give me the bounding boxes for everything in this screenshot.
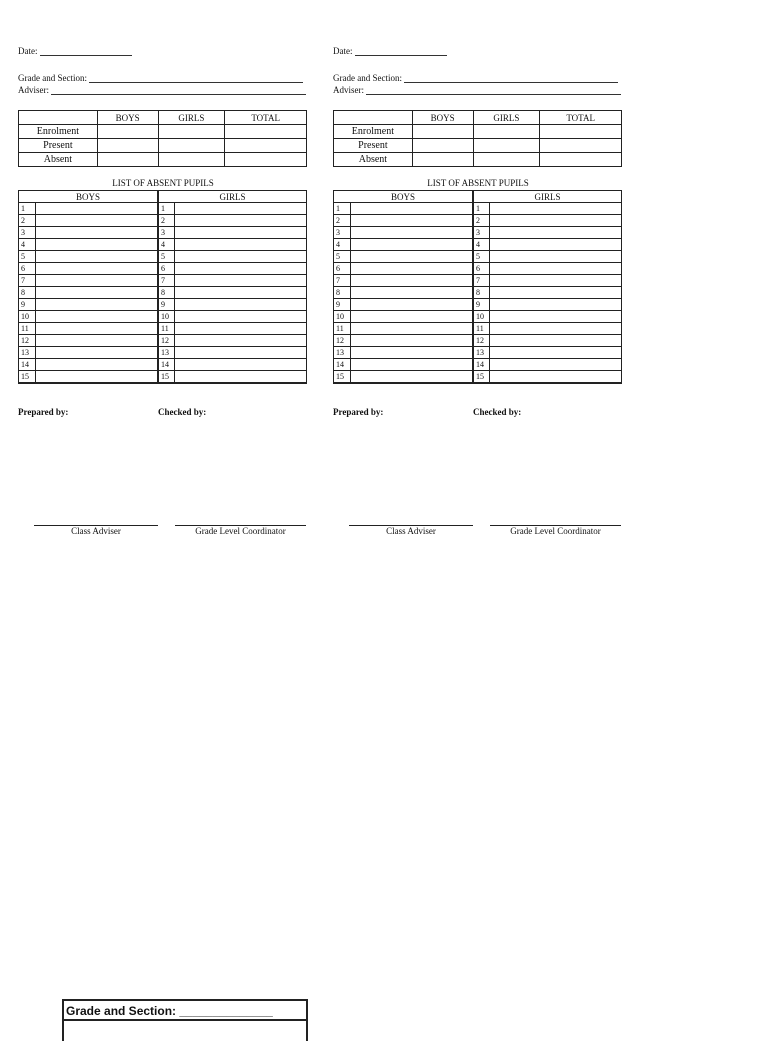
summary-input-cell[interactable]: [97, 153, 158, 167]
girl-name-cell[interactable]: [490, 323, 622, 335]
summary-input-cell[interactable]: [225, 153, 307, 167]
summary-input-cell[interactable]: [473, 125, 540, 139]
boy-number: 1: [334, 203, 351, 215]
snippet-label: Grade and Section: ______________: [64, 1001, 306, 1021]
absent-list-title: LIST OF ABSENT PUPILS: [427, 178, 529, 188]
girl-number: 12: [473, 335, 490, 347]
boy-number: 4: [19, 239, 36, 251]
boy-name-cell[interactable]: [350, 263, 473, 275]
absent-row: [334, 371, 622, 384]
grade-section-input-line[interactable]: [404, 73, 618, 83]
boy-name-cell[interactable]: [35, 347, 158, 359]
adviser-field: [18, 85, 306, 95]
absent-row: [334, 227, 622, 239]
date-label: Date:: [18, 46, 38, 56]
girl-number: 3: [158, 227, 175, 239]
absent-list-title: LIST OF ABSENT PUPILS: [112, 178, 214, 188]
boy-name-cell[interactable]: [350, 371, 473, 384]
summary-row-label: Present: [334, 139, 413, 153]
boy-number: 2: [19, 215, 36, 227]
boy-number: 12: [334, 335, 351, 347]
girl-name-cell[interactable]: [175, 311, 307, 323]
date-input-line[interactable]: [355, 46, 447, 56]
boy-number: 6: [334, 263, 351, 275]
grade-section-snippet: [62, 999, 308, 1041]
absent-row: [19, 275, 307, 287]
boy-number: 3: [334, 227, 351, 239]
boys-header: BOYS: [19, 191, 159, 203]
summary-row: [334, 125, 622, 139]
summary-header-cell: [19, 111, 98, 125]
boy-number: 10: [19, 311, 36, 323]
boy-number: 14: [334, 359, 351, 371]
prepared-by-label: Prepared by:: [333, 407, 384, 417]
girl-number: 15: [158, 371, 175, 384]
summary-input-cell[interactable]: [97, 139, 158, 153]
boy-number: 13: [334, 347, 351, 359]
girl-number: 11: [158, 323, 175, 335]
date-label: Date:: [333, 46, 353, 56]
date-input-line[interactable]: [40, 46, 132, 56]
boy-name-cell[interactable]: [35, 239, 158, 251]
adviser-field: [333, 85, 621, 95]
boy-name-cell[interactable]: [350, 299, 473, 311]
summary-input-cell[interactable]: [473, 139, 540, 153]
boy-number: 15: [334, 371, 351, 384]
summary-row-label: Enrolment: [334, 125, 413, 139]
summary-header-cell: TOTAL: [225, 111, 307, 125]
girl-name-cell[interactable]: [175, 371, 307, 384]
summary-table: [18, 110, 307, 167]
absent-row: [334, 347, 622, 359]
girl-name-cell[interactable]: [490, 251, 622, 263]
absent-header-row: [19, 191, 307, 203]
absent-row: [334, 335, 622, 347]
summary-header-cell: BOYS: [412, 111, 473, 125]
girl-name-cell[interactable]: [490, 215, 622, 227]
summary-input-cell[interactable]: [412, 153, 473, 167]
boy-number: 2: [334, 215, 351, 227]
summary-header-cell: TOTAL: [540, 111, 622, 125]
girl-name-cell[interactable]: [175, 203, 307, 215]
boy-number: 1: [19, 203, 36, 215]
girl-number: 2: [158, 215, 175, 227]
boy-number: 5: [334, 251, 351, 263]
absent-row: [19, 323, 307, 335]
girl-number: 4: [158, 239, 175, 251]
girl-name-cell[interactable]: [175, 251, 307, 263]
girl-name-cell[interactable]: [490, 371, 622, 384]
boy-number: 10: [334, 311, 351, 323]
boy-name-cell[interactable]: [35, 359, 158, 371]
girl-name-cell[interactable]: [175, 299, 307, 311]
boy-name-cell[interactable]: [35, 335, 158, 347]
boy-name-cell[interactable]: [35, 203, 158, 215]
girl-number: 6: [158, 263, 175, 275]
girl-name-cell[interactable]: [175, 227, 307, 239]
boy-name-cell[interactable]: [350, 275, 473, 287]
adviser-label: Adviser:: [18, 85, 49, 95]
absent-row: [334, 239, 622, 251]
girl-number: 10: [158, 311, 175, 323]
girl-number: 7: [158, 275, 175, 287]
absent-row: [19, 347, 307, 359]
checked-by-label: Checked by:: [158, 407, 207, 417]
girl-number: 9: [158, 299, 175, 311]
summary-row: [334, 139, 622, 153]
girl-name-cell[interactable]: [490, 311, 622, 323]
summary-input-cell[interactable]: [540, 153, 622, 167]
summary-header-cell: BOYS: [97, 111, 158, 125]
boy-number: 13: [19, 347, 36, 359]
girl-name-cell[interactable]: [175, 275, 307, 287]
girl-name-cell[interactable]: [175, 335, 307, 347]
absent-row: [19, 203, 307, 215]
absent-row: [19, 311, 307, 323]
checked-by-label: Checked by:: [473, 407, 522, 417]
girl-number: 12: [158, 335, 175, 347]
absent-row: [19, 251, 307, 263]
summary-header-row: [334, 111, 622, 125]
summary-input-cell[interactable]: [540, 125, 622, 139]
girl-name-cell[interactable]: [490, 239, 622, 251]
boy-number: 8: [334, 287, 351, 299]
boy-name-cell[interactable]: [35, 263, 158, 275]
absent-pupils-table: [18, 190, 307, 384]
summary-row-label: Enrolment: [19, 125, 98, 139]
summary-header-row: [19, 111, 307, 125]
absent-row: [19, 299, 307, 311]
summary-header-cell: GIRLS: [473, 111, 540, 125]
girl-number: 13: [158, 347, 175, 359]
girl-name-cell[interactable]: [175, 287, 307, 299]
boy-number: 4: [334, 239, 351, 251]
prepared-by-label: Prepared by:: [18, 407, 69, 417]
boy-name-cell[interactable]: [350, 251, 473, 263]
boy-name-cell[interactable]: [35, 311, 158, 323]
girls-header: GIRLS: [158, 191, 307, 203]
girl-number: 1: [473, 203, 490, 215]
girl-name-cell[interactable]: [175, 359, 307, 371]
absent-row: [334, 359, 622, 371]
girl-number: 8: [473, 287, 490, 299]
absent-row: [19, 335, 307, 347]
absent-row: [334, 251, 622, 263]
girl-number: 10: [473, 311, 490, 323]
girl-name-cell[interactable]: [490, 299, 622, 311]
boy-number: 7: [334, 275, 351, 287]
boy-number: 15: [19, 371, 36, 384]
girl-number: 6: [473, 263, 490, 275]
girl-number: 4: [473, 239, 490, 251]
girl-number: 7: [473, 275, 490, 287]
adviser-input-line[interactable]: [366, 85, 621, 95]
boy-name-cell[interactable]: [35, 227, 158, 239]
girl-name-cell[interactable]: [490, 335, 622, 347]
absent-header-row: [334, 191, 622, 203]
grade-section-label: Grade and Section:: [333, 73, 402, 83]
summary-header-cell: GIRLS: [158, 111, 225, 125]
boy-name-cell[interactable]: [350, 239, 473, 251]
boy-name-cell[interactable]: [35, 215, 158, 227]
summary-input-cell[interactable]: [97, 125, 158, 139]
girl-name-cell[interactable]: [175, 239, 307, 251]
boy-number: 12: [19, 335, 36, 347]
summary-row-label: Absent: [19, 153, 98, 167]
girl-name-cell[interactable]: [175, 347, 307, 359]
summary-input-cell[interactable]: [412, 125, 473, 139]
boy-number: 6: [19, 263, 36, 275]
boy-name-cell[interactable]: [350, 203, 473, 215]
summary-input-cell[interactable]: [540, 139, 622, 153]
girl-number: 14: [158, 359, 175, 371]
absent-row: [334, 299, 622, 311]
summary-row: [19, 125, 307, 139]
grade-section-input-line[interactable]: [89, 73, 303, 83]
summary-input-cell[interactable]: [473, 153, 540, 167]
girl-number: 9: [473, 299, 490, 311]
girl-number: 14: [473, 359, 490, 371]
boy-name-cell[interactable]: [350, 359, 473, 371]
girl-number: 2: [473, 215, 490, 227]
class-adviser-label: Class Adviser: [71, 526, 121, 536]
absent-row: [19, 359, 307, 371]
absent-row: [334, 287, 622, 299]
girl-name-cell[interactable]: [175, 215, 307, 227]
girl-name-cell[interactable]: [490, 287, 622, 299]
boy-name-cell[interactable]: [35, 251, 158, 263]
girl-name-cell[interactable]: [490, 263, 622, 275]
absent-row: [334, 263, 622, 275]
summary-input-cell[interactable]: [158, 153, 225, 167]
grade-level-coordinator-label: Grade Level Coordinator: [195, 526, 286, 536]
adviser-input-line[interactable]: [51, 85, 306, 95]
date-field: [333, 46, 447, 56]
girl-name-cell[interactable]: [490, 203, 622, 215]
summary-input-cell[interactable]: [225, 139, 307, 153]
boy-name-cell[interactable]: [350, 335, 473, 347]
boy-name-cell[interactable]: [350, 347, 473, 359]
boy-number: 5: [19, 251, 36, 263]
boy-number: 9: [334, 299, 351, 311]
girl-name-cell[interactable]: [175, 263, 307, 275]
absent-row: [19, 287, 307, 299]
girl-number: 11: [473, 323, 490, 335]
boy-name-cell[interactable]: [35, 287, 158, 299]
boy-name-cell[interactable]: [35, 323, 158, 335]
boy-number: 7: [19, 275, 36, 287]
boy-number: 8: [19, 287, 36, 299]
summary-row: [334, 153, 622, 167]
girl-number: 1: [158, 203, 175, 215]
absent-row: [19, 263, 307, 275]
boy-name-cell[interactable]: [350, 287, 473, 299]
summary-table: [333, 110, 622, 167]
summary-input-cell[interactable]: [225, 125, 307, 139]
summary-header-cell: [334, 111, 413, 125]
girl-name-cell[interactable]: [490, 227, 622, 239]
date-field: [18, 46, 132, 56]
summary-input-cell[interactable]: [412, 139, 473, 153]
boy-name-cell[interactable]: [350, 227, 473, 239]
absent-row: [334, 323, 622, 335]
summary-row: [19, 153, 307, 167]
boy-number: 14: [19, 359, 36, 371]
adviser-label: Adviser:: [333, 85, 364, 95]
summary-input-cell[interactable]: [158, 125, 225, 139]
absent-pupils-table: [333, 190, 622, 384]
absent-row: [19, 239, 307, 251]
girl-number: 8: [158, 287, 175, 299]
girl-name-cell[interactable]: [175, 323, 307, 335]
boy-name-cell[interactable]: [35, 371, 158, 384]
girl-number: 5: [158, 251, 175, 263]
boy-number: 11: [19, 323, 36, 335]
boy-name-cell[interactable]: [350, 215, 473, 227]
summary-row-label: Absent: [334, 153, 413, 167]
absent-row: [19, 215, 307, 227]
absent-row: [334, 275, 622, 287]
summary-input-cell[interactable]: [158, 139, 225, 153]
grade-level-coordinator-label: Grade Level Coordinator: [510, 526, 601, 536]
boy-number: 11: [334, 323, 351, 335]
grade-section-field: [333, 73, 618, 83]
absent-row: [334, 215, 622, 227]
boy-name-cell[interactable]: [35, 299, 158, 311]
girl-number: 15: [473, 371, 490, 384]
absent-row: [19, 371, 307, 384]
grade-section-field: [18, 73, 303, 83]
girl-name-cell[interactable]: [490, 275, 622, 287]
boy-name-cell[interactable]: [350, 323, 473, 335]
summary-row-label: Present: [19, 139, 98, 153]
absent-row: [334, 311, 622, 323]
grade-section-label: Grade and Section:: [18, 73, 87, 83]
girl-number: 3: [473, 227, 490, 239]
girl-name-cell[interactable]: [490, 347, 622, 359]
boy-name-cell[interactable]: [350, 311, 473, 323]
absent-row: [334, 203, 622, 215]
girls-header: GIRLS: [473, 191, 622, 203]
boy-number: 9: [19, 299, 36, 311]
boys-header: BOYS: [334, 191, 474, 203]
girl-number: 5: [473, 251, 490, 263]
absent-row: [19, 227, 307, 239]
boy-number: 3: [19, 227, 36, 239]
girl-name-cell[interactable]: [490, 359, 622, 371]
boy-name-cell[interactable]: [35, 275, 158, 287]
girl-number: 13: [473, 347, 490, 359]
class-adviser-label: Class Adviser: [386, 526, 436, 536]
summary-row: [19, 139, 307, 153]
